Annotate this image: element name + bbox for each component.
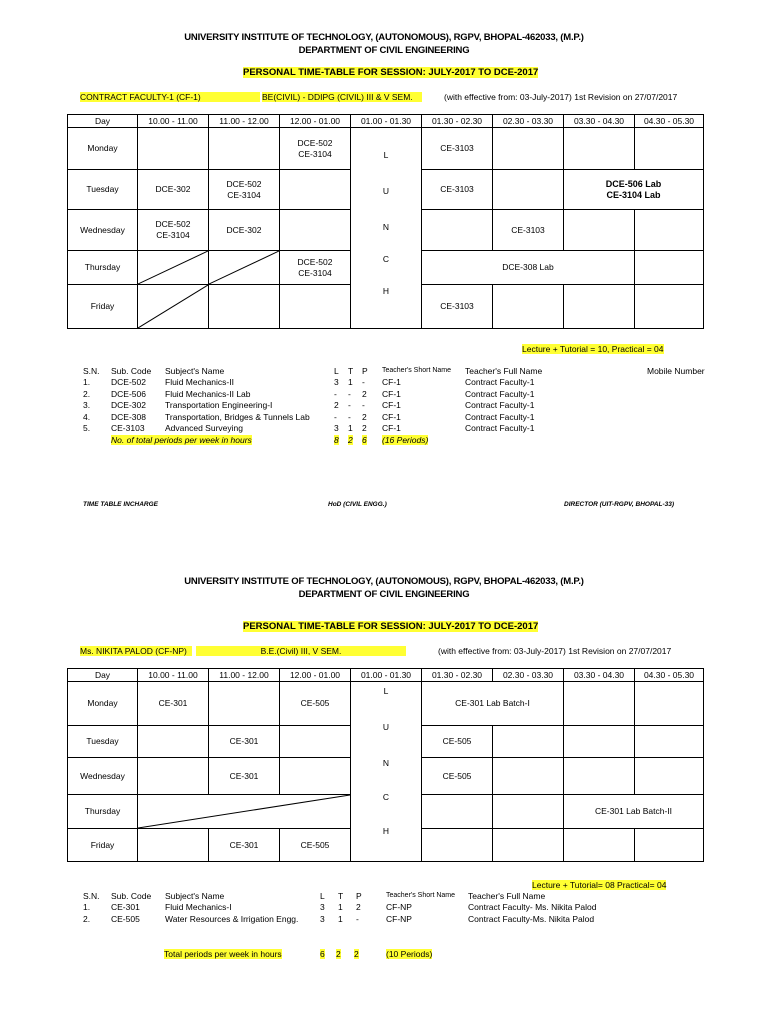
department-heading-2: DEPARTMENT OF CIVIL ENGINEERING — [298, 589, 470, 600]
subject-p: 2 — [362, 411, 367, 422]
day-wednesday: Wednesday — [68, 758, 138, 795]
subj-header-full: Teacher's Full Name — [468, 891, 546, 901]
class-cell: DCE-302 — [209, 210, 280, 251]
department-heading-1: DEPARTMENT OF CIVIL ENGINEERING — [298, 45, 470, 56]
diagonal-cell — [209, 251, 280, 285]
subject-name: Transportation Engineering-I — [165, 400, 273, 410]
subject-l: 3 — [320, 902, 325, 912]
subj-header-sn: S.N. — [83, 366, 100, 376]
lab-cell: DCE-308 Lab — [422, 251, 635, 285]
total-label-2: Total periods per week in hours — [164, 949, 282, 959]
subject-short: CF-1 — [382, 377, 401, 387]
lunch-column: L U N C H — [351, 128, 422, 329]
class-cell: DCE-502 CE-3104 — [280, 251, 351, 285]
subject-sn: 4. — [83, 411, 91, 422]
subject-name: Fluid Mechanics-II — [165, 377, 234, 387]
day-tuesday: Tuesday — [68, 726, 138, 758]
total-t-1: 2 — [348, 435, 353, 445]
subject-l: 3 — [320, 913, 325, 924]
subject-l: - — [334, 411, 337, 422]
summary-1: Lecture + Tutorial = 10, Practical = 04 — [522, 344, 664, 354]
subject-code: DCE-502 — [111, 377, 146, 387]
subject-sn: 1. — [83, 377, 91, 387]
institute-heading-2: UNIVERSITY INSTITUTE OF TECHNOLOGY, (AUTONOMOUS), RGPV, BHOPAL-462033, (M.P.) — [184, 576, 584, 587]
subject-name: Water Resources & Irrigation Engg. — [165, 913, 299, 924]
lunch-column: L U N C H — [351, 682, 422, 862]
subject-t: - — [348, 400, 351, 410]
subject-sn: 5. — [83, 423, 91, 433]
subject-full: Contract Faculty-Ms. Nikita Palod — [468, 913, 595, 924]
class-cell: CE-3103 — [422, 170, 493, 210]
subject-t: 1 — [348, 377, 353, 387]
subject-short: CF-1 — [382, 411, 401, 422]
class-cell: DCE-502 CE-3104 — [138, 210, 209, 251]
subject-l: 3 — [334, 377, 339, 387]
class-cell: CE-301 — [209, 726, 280, 758]
subj-header-code: Sub. Code — [111, 891, 152, 901]
subject-name: Fluid Mechanics-I — [165, 902, 232, 912]
subj-header-short: Teacher's Short Name — [386, 892, 456, 899]
effective-date-2: (with effective from: 03-July-2017) 1st Revision on 27/07/2017 — [438, 646, 672, 656]
subject-code: CE-505 — [111, 913, 140, 924]
class-cell: CE-301 — [209, 829, 280, 862]
class-cell: CE-505 — [280, 829, 351, 862]
header-slot: 11.00 - 12.00 — [209, 115, 280, 128]
subject-t: - — [348, 411, 351, 422]
total-p-1: 6 — [362, 435, 367, 445]
subj-header-l: L — [320, 891, 325, 901]
total-label-1: No. of total periods per week in hours — [111, 435, 252, 445]
subject-short: CF-1 — [382, 388, 401, 399]
header-slot: 04.30 - 05.30 — [635, 115, 704, 128]
class-cell: DCE-502 CE-3104 — [280, 128, 351, 170]
subj-header-mobile: Mobile Number — [647, 366, 705, 376]
subj-header-t: T — [338, 891, 344, 901]
day-monday: Monday — [68, 682, 138, 726]
subject-code: DCE-308 — [111, 411, 146, 422]
total-l-2: 6 — [320, 949, 325, 959]
subj-header-p: P — [362, 366, 368, 376]
header-slot: 10.00 - 11.00 — [138, 669, 209, 682]
subject-code: CE-301 — [111, 902, 140, 912]
subject-sn: 2. — [83, 913, 91, 924]
total-t-2: 2 — [336, 949, 341, 959]
subject-full: Contract Faculty-1 — [465, 388, 535, 399]
header-slot: 01.30 - 02.30 — [422, 669, 493, 682]
header-slot: 03.30 - 04.30 — [564, 115, 635, 128]
total-periods-2: (10 Periods) — [386, 949, 433, 959]
day-wednesday: Wednesday — [68, 210, 138, 251]
subject-p: 2 — [362, 388, 367, 399]
subj-header-p: P — [356, 891, 362, 901]
header-day: Day — [68, 669, 138, 682]
subj-header-sn: S.N. — [83, 891, 100, 901]
faculty-name-2: Ms. NIKITA PALOD (CF-NP) — [80, 646, 192, 656]
subject-p: - — [362, 400, 365, 410]
subject-t: 1 — [338, 902, 343, 912]
class-cell: CE-3103 — [493, 210, 564, 251]
subject-short: CF-NP — [386, 913, 412, 924]
day-thursday: Thursday — [68, 251, 138, 285]
timetable-title-2: PERSONAL TIME-TABLE FOR SESSION: JULY-2017 TO DCE-2017 — [243, 621, 539, 632]
subject-sn: 2. — [83, 388, 91, 399]
timetable-2 — [67, 668, 704, 862]
subject-t: - — [348, 388, 351, 399]
day-tuesday: Tuesday — [68, 170, 138, 210]
faculty-name-1: CONTRACT FACULTY-1 (CF-1) — [80, 92, 260, 102]
institute-heading-1: UNIVERSITY INSTITUTE OF TECHNOLOGY, (AUTONOMOUS), RGPV, BHOPAL-462033, (M.P.) — [184, 32, 584, 43]
header-slot: 02.30 - 03.30 — [493, 115, 564, 128]
subject-p: - — [356, 913, 359, 924]
header-slot: 10.00 - 11.00 — [138, 115, 209, 128]
subj-header-code: Sub. Code — [111, 366, 152, 376]
subj-header-t: T — [348, 366, 354, 376]
subj-header-short: Teacher's Short Name — [382, 367, 452, 374]
lab-cell: DCE-506 Lab CE-3104 Lab — [564, 170, 704, 210]
subject-l: - — [334, 388, 337, 399]
subject-code: CE-3103 — [111, 423, 145, 433]
lab-cell: CE-301 Lab Batch-I — [422, 682, 564, 726]
subject-l: 2 — [334, 400, 339, 410]
subj-header-full: Teacher's Full Name — [465, 366, 543, 376]
header-slot: 11.00 - 12.00 — [209, 669, 280, 682]
subject-sn: 3. — [83, 400, 91, 410]
header-slot: 01.00 - 01.30 — [351, 669, 422, 682]
subject-code: DCE-506 — [111, 388, 146, 399]
subj-header-name: Subject's Name — [165, 891, 225, 901]
diagonal-cell — [138, 795, 351, 829]
day-friday: Friday — [68, 285, 138, 329]
timetable-title-1: PERSONAL TIME-TABLE FOR SESSION: JULY-2017 TO DCE-2017 — [243, 67, 539, 78]
class-cell: CE-505 — [280, 682, 351, 726]
subject-full: Contract Faculty-1 — [465, 423, 535, 433]
timetable-1 — [67, 114, 704, 329]
header-slot: 04.30 - 05.30 — [635, 669, 704, 682]
diagonal-cell — [138, 251, 209, 285]
class-cell: CE-3103 — [422, 285, 493, 329]
subject-p: 2 — [362, 423, 367, 433]
sign-incharge: TIME TABLE INCHARGE — [83, 501, 158, 508]
header-slot: 01.00 - 01.30 — [351, 115, 422, 128]
subject-sn: 1. — [83, 902, 91, 912]
subject-name: Advanced Surveying — [165, 423, 243, 433]
lab-cell: CE-301 Lab Batch-II — [564, 795, 704, 829]
day-thursday: Thursday — [68, 795, 138, 829]
subj-header-name: Subject's Name — [165, 366, 225, 376]
header-day: Day — [68, 115, 138, 128]
course-1: BE(CIVIL) - DDIPG (CIVIL) III & V SEM. — [262, 92, 422, 102]
header-slot: 03.30 - 04.30 — [564, 669, 635, 682]
subject-short: CF-1 — [382, 423, 401, 433]
subject-full: Contract Faculty-1 — [465, 400, 535, 410]
subject-l: 3 — [334, 423, 339, 433]
subject-t: 1 — [338, 913, 343, 924]
subject-p: - — [362, 377, 365, 387]
class-cell: CE-301 — [209, 758, 280, 795]
subj-header-l: L — [334, 366, 339, 376]
subject-full: Contract Faculty-1 — [465, 411, 535, 422]
header-slot: 01.30 - 02.30 — [422, 115, 493, 128]
course-2: B.E.(Civil) III, V SEM. — [196, 646, 406, 656]
day-friday: Friday — [68, 829, 138, 862]
subject-name: Fluid Mechanics-II Lab — [165, 388, 251, 399]
class-cell: CE-505 — [422, 758, 493, 795]
sign-director: DIRECTOR (UIT-RGPV, BHOPAL-33) — [564, 501, 675, 508]
subject-full: Contract Faculty- Ms. Nikita Palod — [468, 902, 597, 912]
effective-date-1: (with effective from: 03-July-2017) 1st Revision on 27/07/2017 — [444, 92, 678, 102]
subject-short: CF-1 — [382, 400, 401, 410]
subject-full: Contract Faculty-1 — [465, 377, 535, 387]
class-cell: CE-301 — [138, 682, 209, 726]
subject-name: Transportation, Bridges & Tunnels Lab — [165, 411, 310, 422]
class-cell: DCE-302 — [138, 170, 209, 210]
summary-2: Lecture + Tutorial= 08 Practical= 04 — [532, 880, 667, 890]
header-slot: 02.30 - 03.30 — [493, 669, 564, 682]
diagonal-cell — [138, 285, 209, 329]
subject-p: 2 — [356, 902, 361, 912]
class-cell: DCE-502 CE-3104 — [209, 170, 280, 210]
class-cell: CE-3103 — [422, 128, 493, 170]
total-p-2: 2 — [354, 949, 359, 959]
total-l-1: 8 — [334, 435, 339, 445]
subject-short: CF-NP — [386, 902, 412, 912]
total-periods-1: (16 Periods) — [382, 435, 429, 445]
class-cell: CE-505 — [422, 726, 493, 758]
subject-code: DCE-302 — [111, 400, 146, 410]
sign-hod: HoD (CIVIL ENGG.) — [328, 501, 387, 508]
day-monday: Monday — [68, 128, 138, 170]
header-slot: 12.00 - 01.00 — [280, 115, 351, 128]
subject-t: 1 — [348, 423, 353, 433]
header-slot: 12.00 - 01.00 — [280, 669, 351, 682]
